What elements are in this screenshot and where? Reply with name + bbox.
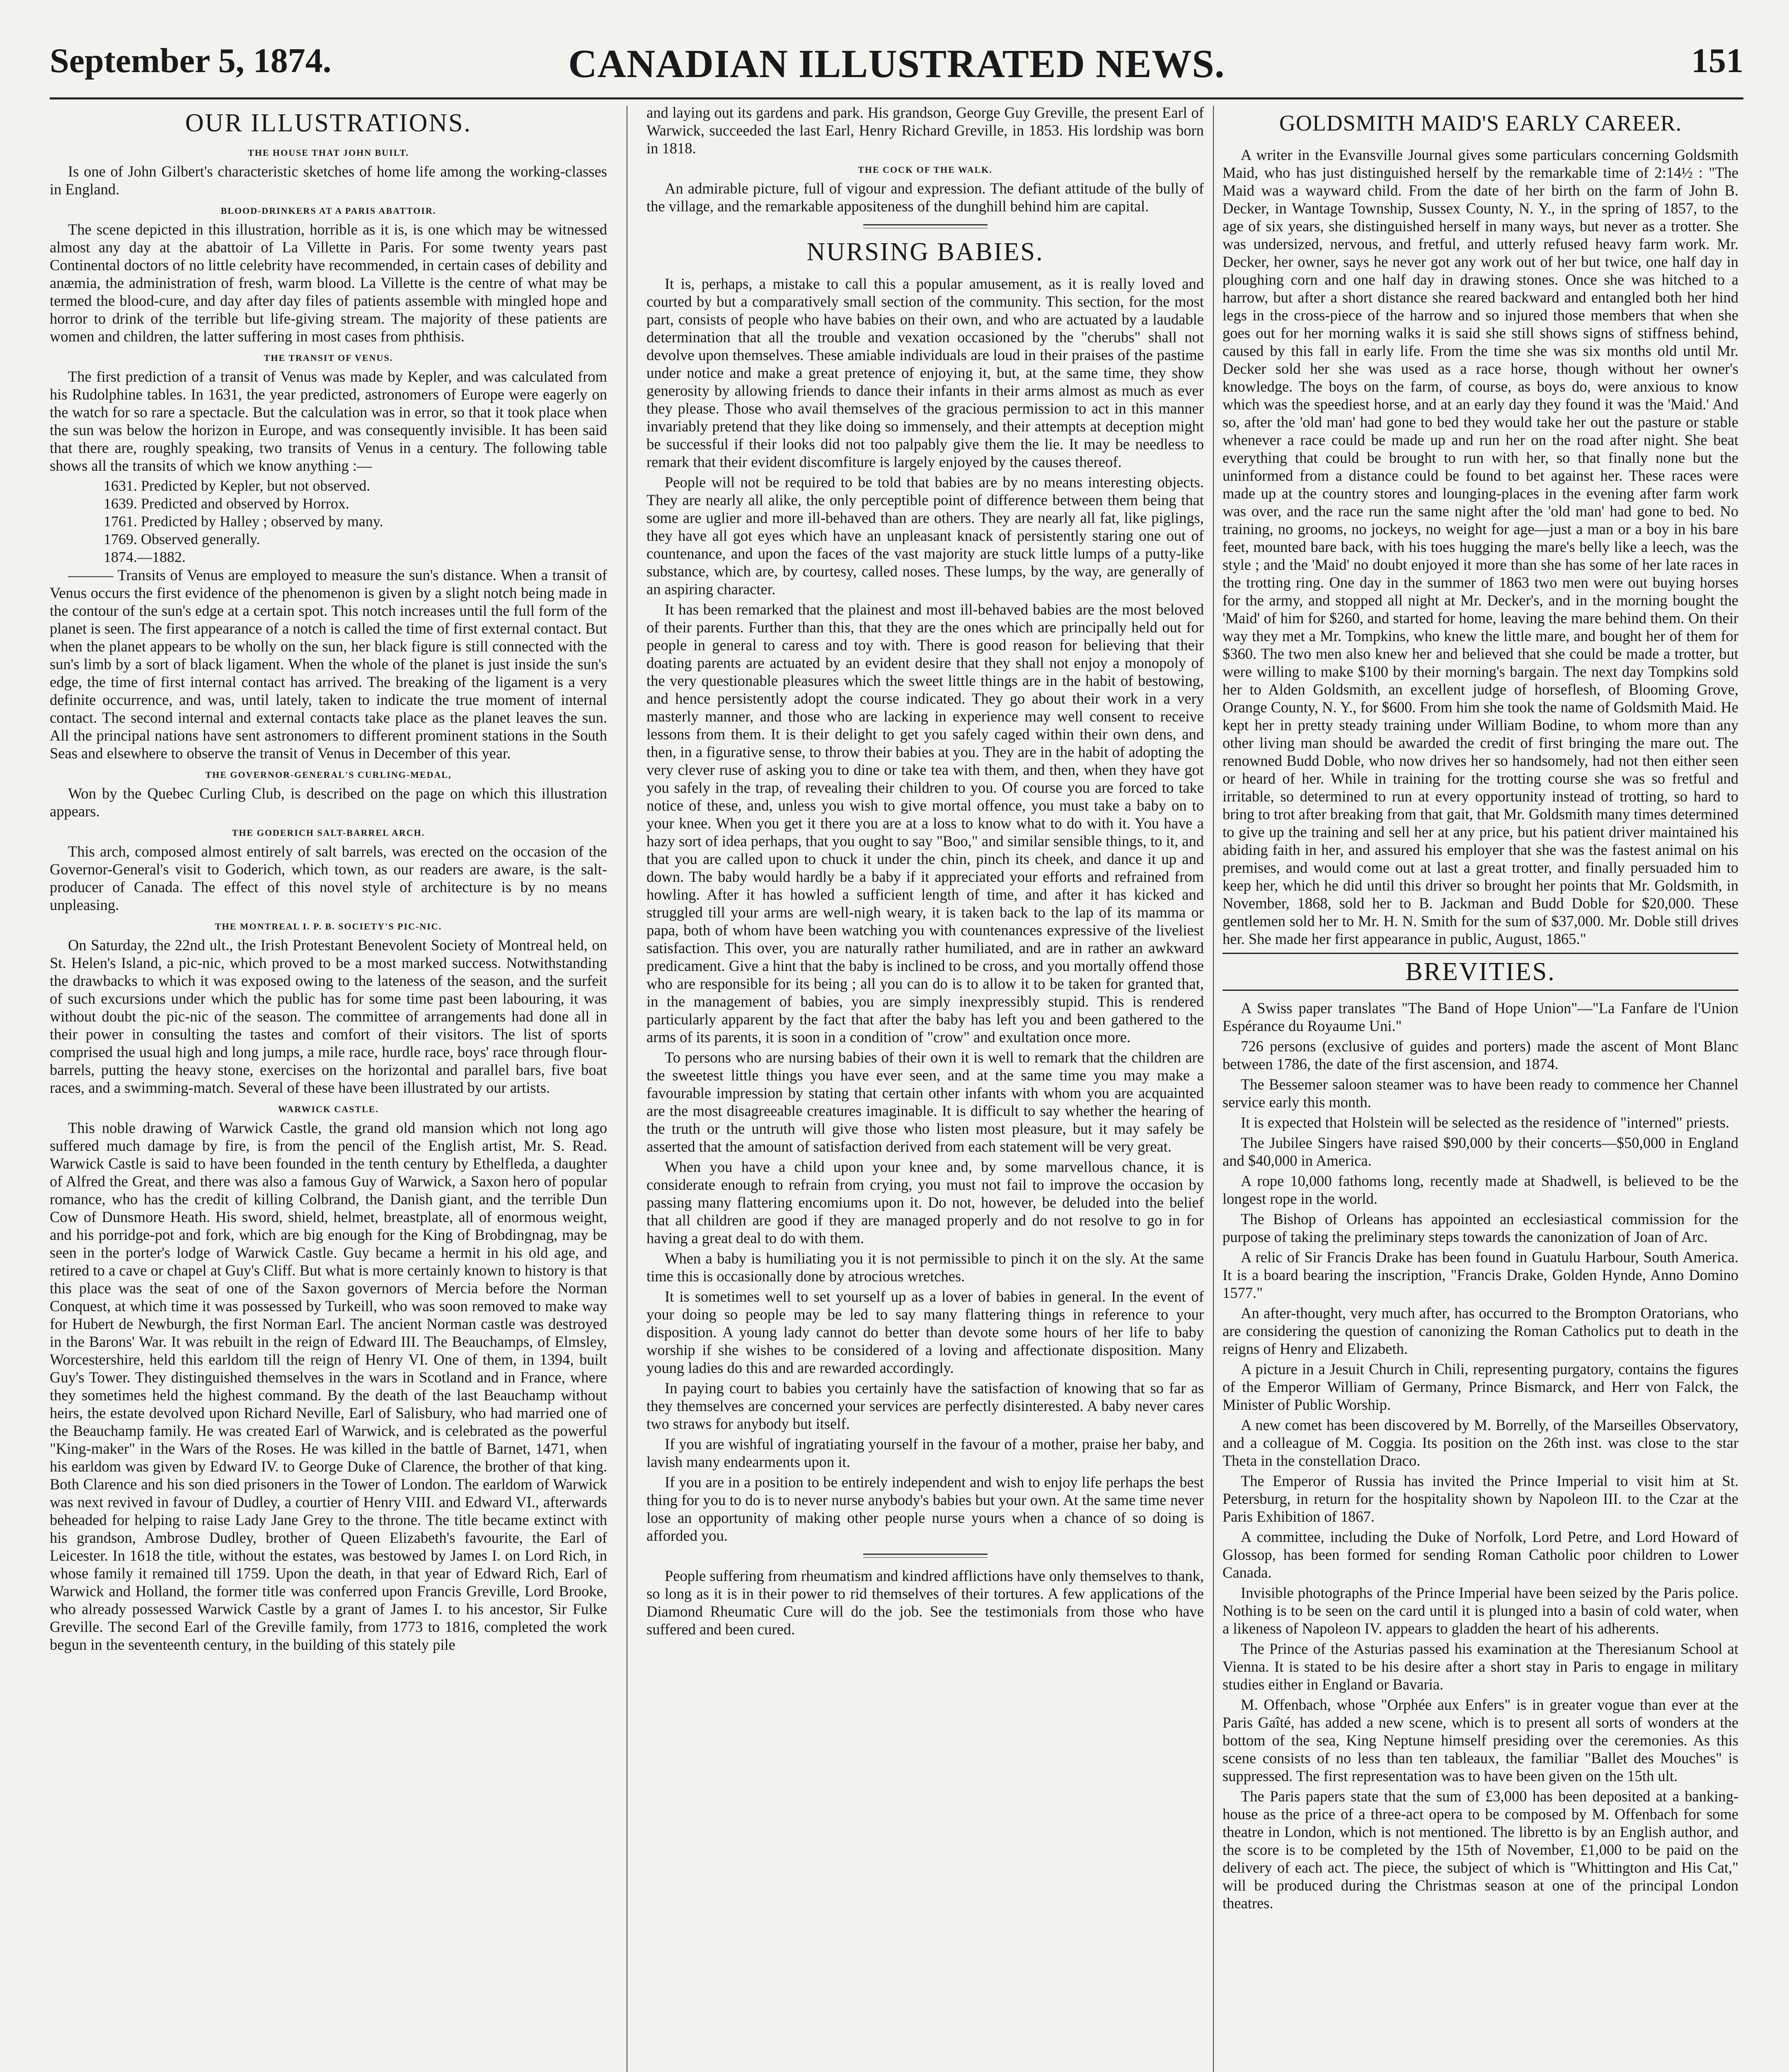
brevity-item: The Bishop of Orleans has appointed an ecclesiastical commission for the purpose of taking the preliminary steps towards the canonization of Joan of Arc. bbox=[1223, 1210, 1738, 1245]
article-subheading: THE GODERICH SALT-BARREL ARCH. bbox=[232, 828, 425, 838]
brevity-item: A new comet has been discovered by M. Borrelly, of the Marseilles Observatory, and a colleague of M. Coggia. Its position on the 26th inst. was close to the star Theta in the constellation Draco. bbox=[1223, 1416, 1738, 1469]
transit-list-item: 1769. Observed generally. bbox=[104, 531, 260, 547]
article-paragraph: On Saturday, the 22nd ult., the Irish Protestant Benevolent Society of Montreal held, on St. Helen's Island, a pic-nic, which proved to be a most marked success. Notwithstanding the drawbacks to which it was exposed owing to the lateness of the season, and the surfeit of such excursions under which the public has for some time past been labouring, it was without doubt the pic-nic of the season. The committee of arrangements had done all in their power in consulting the tastes and comfort of their visitors. The list of sports comprised the usual high and long jumps, a mile race, hurdle race, boys' race through flour-barrels, putting the heavy stone, exercises on the horizontal and parallel bars, five boat races, and a swimming-match. Several of these have been illustrated by our artists. bbox=[50, 937, 607, 1096]
article-paragraph: To persons who are nursing babies of their own it is well to remark that the children are the sweetest little things you have ever seen, and at the same time you may make a favourable impression by stating that certain other infants with whom you are acquainted are the most disagreeable creatures imaginable. It is difficult to say whether the hearing of the truth or the untruth will give those who listen most pleasure, but it may safely be asserted that the amount of satisfaction derived from each statement will be very great. bbox=[646, 1049, 1204, 1155]
section-divider bbox=[863, 224, 988, 228]
article-subheading: THE GOVERNOR-GENERAL'S CURLING-MEDAL, bbox=[205, 770, 452, 780]
brevity-item: Invisible photographs of the Prince Imperial have been seized by the Paris police. Nothing is to be seen on the card until it is plunged into a basin of cold water, when a likeness of Napoleon IV. appears to gladden the heart of his adherents. bbox=[1223, 1584, 1738, 1637]
article-paragraph: People suffering from rheumatism and kindred afflictions have only themselves to thank, so long as it is in their power to rid themselves of their tortures. A few applications of the Diamond Rheumatic Cure will do the job. See the testimonials from those who have suffered and been cured. bbox=[646, 1567, 1204, 1638]
masthead bbox=[50, 25, 1743, 99]
brevity-item: A Swiss paper translates "The Band of Hope Union"—"La Fanfare de l'Union Espérance du Royaume Uni." bbox=[1223, 1000, 1738, 1034]
column-3 bbox=[1223, 104, 1738, 2072]
article-paragraph: A writer in the Evansville Journal gives some particulars concerning Goldsmith Maid, who has just distinguished herself by the remarkable time of 2:14½ : "The Maid was a wayward child. From the date of her birth on the farm of John B. Decker, in Wantage Township, Sussex County, N. Y., in the spring of 1857, to the age of six years, she distinguished herself in many ways, but never as a trotter. She was undersized, nervous, and fretful, and utterly refused heavy farm work. Mr. Decker, her owner, says he never got any work out of her but twice, one half day in ploughing corn and one half day in drawing stones. Once she was hitched to a harrow, but after a short distance she reared backward and entangled both her hind legs in the cross-piece of the harrow and so injured those members that when she goes out for her morning walks it is said she still shows signs of stiffness behind, caused by this fall in early life. From the time she was six months old until Mr. Decker sold her she was used as a race horse, though without her owner's knowledge. The boys on the farm, of course, as boys do, were anxious to know which was the speediest horse, and at an early day they found it was the 'Maid.' And so, after the 'old man' had gone to bed they would take her out the pasture or stable whenever a race could be made up and run her on the road after night. She beat everything that could be brought to run with her, so that finally none but the uninformed from a distance could be found to bet against her. These races were made up at the country stores and lounging-places in the evening after farm work was over, and the race run the same night after the 'old man' had gone to bed. No training, no grooms, no jockeys, no weight for age—just a man or a boy in his bare feet, mounted bare back, with his toes hugging the mare's belly like a leech, was the style ; and the 'Maid' no doubt enjoyed it more than she has some of her late races in the trotting ring. One day in the summer of 1863 two men were out buying horses for the army, and stopped all night at Mr. Decker's, and in the morning bought the 'Maid' of him for $260, and started for home, leaving the mare behind them. On their way they met a Mr. Tompkins, who knew the little mare, and bought her of them for $360. The two men also knew her and believed that she could be made a trotter, but were willing to make $100 by their morning's bargain. The next day Tompkins sold her to Alden Goldsmith, an excellent judge of horseflesh, of Blooming Grove, Orange County, N. Y., for $600. From him she took the name of Goldsmith Maid. He kept her in pretty steady training under William Bodine, to whom more than any other living man should be awarded the credit of first bringing the mare out. The renowned Budd Doble, who now drives her so handsomely, had not then either seen or heard of her. While in training for the trotting course she was so fretful and irritable, so determined to run at every opportunity instead of trotting, so hard to bring to trot after breaking from that gait, that Mr. Goldsmith many times determined to give up the training and sell her at any price, but his patient driver maintained his abiding faith in her, and assured his employer that she was the fastest animal on his premises, and would come out at last a great trotter, and finally persuaded him to keep her, which he did until this driver so brought her points that Mr. Goldsmith, in November, 1868, sold her to B. Jackman and Budd Doble for $20,000. These gentlemen sold her to Mr. H. N. Smith for the sum of $37,000. Mr. Doble still drives her. She made her first appearance in public, August, 1865." bbox=[1223, 146, 1738, 947]
article-paragraph: It is sometimes well to set yourself up as a lover of babies in general. In the event of your doing so people may be led to say many flattering things in reference to your disposition. A young lady cannot do better than devote some hours of her life to baby worship if she wishes to be considered of a loving and affectionate disposition. Many young ladies do this and are rewarded accordingly. bbox=[646, 1288, 1204, 1376]
column-rule bbox=[1213, 106, 1214, 2072]
article-subheading: THE MONTREAL I. P. B. SOCIETY'S PIC-NIC. bbox=[215, 921, 442, 932]
section-heading-our-illustrations: OUR ILLUSTRATIONS. bbox=[185, 109, 472, 137]
column-2 bbox=[646, 104, 1204, 2072]
column-1 bbox=[50, 104, 607, 2072]
issue-date: September 5, 1874. bbox=[50, 41, 332, 80]
article-paragraph: It is, perhaps, a mistake to call this a popular amusement, as it is really loved and courted by but a comparatively small section of the community. This section, for the most part, consists of people who have babies on their own, and who are actuated by a laudable determination that all the trouble and vexation occasioned by the "cherubs" shall not devolve upon themselves. These amiable individuals are loud in their praises of the pastime under notice and make a great pretence of enjoying it, but, at the same time, they show generosity by allowing friends to dance their infants in their arms almost as much as ever they please. Those who avail themselves of the gracious permission to act in this manner invariably pretend that they like doing so immensely, and their attempts at deception might be successful if their looks did not too palpably give them the lie. It may be needless to remark that their evident discomfiture is largely enjoyed by the causes thereof. bbox=[646, 275, 1204, 470]
article-paragraph: When you have a child upon your knee and, by some marvellous chance, it is considerate enough to refrain from crying, you must not fail to improve the occasion by passing many flattering encomiums upon it. Do not, however, be deluded into the belief that all children are good if they are managed properly and do not resolve to go in for having a great deal to do with them. bbox=[646, 1158, 1204, 1247]
article-paragraph: An admirable picture, full of vigour and expression. The defiant attitude of the bully of the village, and the remarkable appositeness of the dunghill behind him are capital. bbox=[646, 180, 1204, 215]
article-paragraph: When a baby is humiliating you it is not permissible to pinch it on the sly. At the same time this is occasionally done by atrocious wretches. bbox=[646, 1250, 1204, 1285]
transit-list-item: 1639. Predicted and observed by Horrox. bbox=[104, 495, 349, 512]
article-paragraph: People will not be required to be told that babies are by no means interesting objects. They are nearly all alike, the only perceptible point of difference between them being that some are uglier and more ill-behaved than are others. They are nearly all fat, like piglings, they have all got eyes which have an unpleasant knack of persistently staring one out of countenance, and upon the faces of the vast majority are stuck little lumps of a putty-like substance, which are, by courtesy, called noses. These lumps, by the way, are generally of an aspiring character. bbox=[646, 474, 1204, 598]
article-paragraph: The first prediction of a transit of Venus was made by Kepler, and was calculated from his Rudolphine tables. In 1631, the year predicted, astronomers of Europe were eagerly on the watch for so rare a spectacle. But the calculation was in error, so that it took place when the sun was below the horizon in Europe, and was consequently invisible. It has been said that there are, roughly speaking, two transits of Venus in a century. The following table shows all the transits of which we know anything :— bbox=[50, 368, 607, 474]
article-paragraph: and laying out its gardens and park. His grandson, George Guy Greville, the present Earl of Warwick, succeeded the last Earl, Henry Richard Greville, in 1853. His lordship was born in 1818. bbox=[646, 104, 1204, 157]
section-heading-nursing-babies: NURSING BABIES. bbox=[806, 238, 1044, 266]
article-subheading: WARWICK CASTLE. bbox=[278, 1104, 379, 1114]
brevity-item: It is expected that Holstein will be selected as the residence of "interned" priests. bbox=[1241, 1114, 1730, 1131]
transit-list-item: 1631. Predicted by Kepler, but not observed. bbox=[104, 477, 370, 494]
brevity-item: A committee, including the Duke of Norfolk, Lord Petre, and Lord Howard of Glossop, has been formed for sending Roman Catholic poor children to Lower Canada. bbox=[1223, 1528, 1738, 1581]
article-paragraph: ——— Transits of Venus are employed to measure the sun's distance. When a transit of Venus occurs the first evidence of the phenomenon is given by a slight notch being made in the contour of the sun's edge at a certain spot. This notch increases until the full form of the planet is seen. The first appearance of a notch is called the time of first external contact. But when the planet appears to be wholly on the sun, her black figure is still connected with the sun's limb by a sort of black ligament. When the whole of the planet is just inside the sun's edge, the time of first internal contact has arrived. The breaking of the ligament is a very definite occurrence, and was, until lately, taken to indicate the true moment of internal contact. The second internal and external contacts take place as the planet leaves the sun. All the principal nations have sent astronomers to different prominent stations in the South Seas and elsewhere to observe the transit of Venus in December of this year. bbox=[50, 566, 607, 762]
brevity-item: The Prince of the Asturias passed his examination at the Theresianum School at Vienna. It is stated to be his desire after a short stay in Paris to engage in military studies either in England or Bavaria. bbox=[1223, 1640, 1738, 1693]
article-paragraph: This noble drawing of Warwick Castle, the grand old mansion which not long ago suffered much damage by fire, is from the pencil of the English artist, Mr. S. Read. Warwick Castle is said to have been founded in the tenth century by Ethelfleda, a daughter of Alfred the Great, and there was also a famous Guy of Warwick, a Saxon hero of popular romance, who has the credit of killing Colbrand, the Danish giant, and the terrible Dun Cow of Dunsmore Heath. His sword, shield, helmet, breastplate, all of enormous weight, and his porridge-pot and fork, which are big enough for the King of Brobdingnag, may be seen in the porter's lodge of Warwick Castle. Guy became a hermit in his old age, and retired to a cave or chapel at Guy's Cliff. But what is more certainly known to history is that this place was the seat of one of the Saxon governors of Mercia before the Norman Conquest, at which time it was possessed by Turkeill, who was soon removed to make way for Hubert de Newburgh, the first Norman Earl. The ancient Norman castle was destroyed in the Barons' War. It was rebuilt in the reign of Edward III. The Beauchamps, of Elmsley, Worcestershire, held this earldom till the reign of Henry VI. One of them, in 1394, built Guy's Tower. They distinguished themselves in the wars in Scotland and in France, where they sometimes held the highest command. By the death of the last Beauchamp without heirs, the estate devolved upon Richard Neville, Earl of Salisbury, who had married one of the Beauchamp family. He was created Earl of Warwick, and is celebrated as the powerful "King-maker" in the Wars of the Roses. He was killed in the battle of Barnet, 1471, when his earldom was given by Edward IV. to George Duke of Clarence, the brother of that king. Both Clarence and his son died prisoners in the Tower of London. The earldom of Warwick was next revived in favour of Dudley, a courtier of Henry VIII. and Edward VI., afterwards beheaded for helping to raise Lady Jane Grey to the throne. The title became extinct with his grandson, Ambrose Dudley, brother of Queen Elizabeth's favourite, the Earl of Leicester. In 1618 the title, without the estates, was bestowed by James I. on Lord Rich, in whose family it remained till 1759. Upon the death, in that year of Edward Rich, Earl of Warwick and Holland, the former title was conferred upon Francis Greville, Lord Brooke, who already possessed Warwick Castle by a grant of James I. to his ancestor, Sir Fulke Greville. The second Earl of the Greville family, from 1773 to 1816, completed the work begun in the seventeenth century, in the building of this stately pile bbox=[50, 1119, 607, 1653]
brevity-item: The Jubilee Singers have raised $90,000 by their concerts—$50,000 in England and $40,000 in America. bbox=[1223, 1134, 1738, 1169]
article-paragraph: The scene depicted in this illustration, horrible as it is, is one which may be witnessed almost any day at the abattoir of La Villette in Paris. For some twenty years past Continental doctors of no little celebrity have recommended, in certain cases of debility and anæmia, the administration of fresh, warm blood. La Villette is the centre of what may be termed the blood-cure, and day after day files of patients assemble with mingled hope and horror to drink of the terrible but life-giving stream. The majority of these patients are women and children, the latter suffering in most cases from phthisis. bbox=[50, 221, 607, 345]
brevity-item: The Paris papers state that the sum of £3,000 has been deposited at a banking-house as the price of a three-act opera to be composed by M. Offenbach for some theatre in London, which is not mentioned. The libretto is by an English author, and the score is to be completed by the 15th of November, £1,000 to be paid on the delivery of each act. The piece, the subject of which is "Whittington and His Cat," will be produced during the Christmas season at one of the principal London theatres. bbox=[1223, 1788, 1738, 1912]
article-subheading: BLOOD-DRINKERS AT A PARIS ABATTOIR. bbox=[220, 206, 436, 216]
article-paragraph: If you are wishful of ingratiating yourself in the favour of a mother, praise her baby, and lavish many endearments upon it. bbox=[646, 1435, 1204, 1470]
article-paragraph: In paying court to babies you certainly have the satisfaction of knowing that so far as they themselves are concerned your services are perfectly disinterested. A baby never cares two straws for anybody but itself. bbox=[646, 1380, 1204, 1432]
brevity-item: 726 persons (exclusive of guides and porters) made the ascent of Mont Blanc between 1786, the date of the first ascension, and 1874. bbox=[1223, 1038, 1738, 1072]
article-paragraph: Won by the Quebec Curling Club, is described on the page on which this illustration appears. bbox=[50, 785, 607, 820]
article-subheading: THE TRANSIT OF VENUS. bbox=[264, 353, 393, 363]
transit-list-item: 1761. Predicted by Halley ; observed by many. bbox=[104, 513, 383, 530]
brevity-item: The Bessemer saloon steamer was to have been ready to commence her Channel service early this month. bbox=[1223, 1076, 1738, 1111]
page-number: 151 bbox=[1691, 41, 1743, 80]
transit-list-item: 1874.—1882. bbox=[104, 549, 186, 565]
article-subheading: THE HOUSE THAT JOHN BUILT. bbox=[248, 148, 409, 158]
article-subheading: THE COCK OF THE WALK. bbox=[858, 165, 993, 175]
brevity-item: A rope 10,000 fathoms long, recently made at Shadwell, is believed to be the longest rope in the world. bbox=[1223, 1172, 1738, 1207]
newspaper-title: CANADIAN ILLUSTRATED NEWS. bbox=[568, 41, 1225, 86]
article-paragraph: This arch, composed almost entirely of salt barrels, was erected on the occasion of the Governor-General's visit to Goderich, which town, as our readers are aware, is the salt-producer of Canada. The effect of this novel style of architecture is by no means unpleasing. bbox=[50, 843, 607, 913]
article-paragraph: Is one of John Gilbert's characteristic sketches of home life among the working-classes in England. bbox=[50, 163, 607, 198]
brevity-item: M. Offenbach, whose "Orphée aux Enfers" is in greater vogue than ever at the Paris Gaîté, has added a new scene, which is to present all sorts of wonders at the bottom of the sea, King Neptune himself presiding over the ceremonies. As this scene consists of no less than ten tableaux, the familiar "Ballet des Mouches" is suppressed. The first representation was to have been given on the 15th ult. bbox=[1223, 1696, 1738, 1784]
article-paragraph: It has been remarked that the plainest and most ill-behaved babies are the most beloved of their parents. Further than this, that they are the ones which are principally held out for people in general to caress and toy with. There is good reason for believing that their doating parents are actuated by an evident desire that they shall not enjoy a monopoly of the very questionable pleasures which the sweet little things are in the habit of bestowing, and hence persistently adopt the course indicated. They go about their work in a very masterly manner, and those who are lacking in experience may well consent to receive lessons from them. It is their delight to get you safely caged within their own dens, and then, in a figurative sense, to throw their babies at you. They are in the habit of adopting the very clever ruse of asking you to dine or take tea with them, and then, when they have got you safely in the trap, of revealing their children to you. Of course you are forced to take notice of these, and, unless you wish to give mortal offence, you must take a baby on to your knee. When you get it there you are at a loss to know what to do with it. You have a hazy sort of idea perhaps, that you ought to say "Boo," and similar sensible things, to it, and that you are called upon to chuck it under the chin, pinch its cheek, and dance it up and down. The baby would hardly be a baby if it appreciated your efforts and refrained from howling. After it has howled a sufficient length of time, and after it has kicked and struggled till your arms are well-nigh weary, it is taken back to the lap of its mamma or papa, both of whom have been watching you with countenances expressive of the liveliest satisfaction. This over, you are naturally rather humiliated, and are in rather an awkward predicament. Give a hint that the baby is inclined to be cross, and you mortally offend those who are responsible for its being ; all you can do is to allow it to be taken for granted that, in the management of babies, you are simply inexpressibly stupid. This is rendered particularly apparent by the fact that after the baby has left you and been gathered to the arms of its parents, it is soon in a condition of "crow" and exultation once more. bbox=[646, 601, 1204, 1046]
brevity-item: An after-thought, very much after, has occurred to the Brompton Oratorians, who are considering the question of canonizing the Roman Catholics put to death in the reigns of Henry and Elizabeth. bbox=[1223, 1305, 1738, 1357]
brevity-item: The Emperor of Russia has invited the Prince Imperial to visit him at St. Petersburg, in return for the hospitality shown by Napoleon III. to the Czar at the Paris Exhibition of 1867. bbox=[1223, 1472, 1738, 1525]
article-paragraph: If you are in a position to be entirely independent and wish to enjoy life perhaps the best thing for you to do is to never nurse anybody's babies but your own. At the same time never lose an opportunity of making other people nurse yours when a chance of so doing is afforded you. bbox=[646, 1474, 1204, 1544]
section-divider bbox=[863, 1554, 988, 1558]
brevity-item: A relic of Sir Francis Drake has been found in Guatulu Harbour, South America. It is a board bearing the inscription, "Francis Drake, Golden Hynde, Anno Domino 1577." bbox=[1223, 1249, 1738, 1301]
brevity-item: A picture in a Jesuit Church in Chili, representing purgatory, contains the figures of the Emperor William of Germany, Prince Bismarck, and Herr von Falck, the Minister of Public Worship. bbox=[1223, 1360, 1738, 1413]
section-heading-goldsmith-maid: GOLDSMITH MAID'S EARLY CAREER. bbox=[1279, 111, 1682, 136]
section-heading-brevities: BREVITIES. bbox=[1223, 953, 1738, 991]
